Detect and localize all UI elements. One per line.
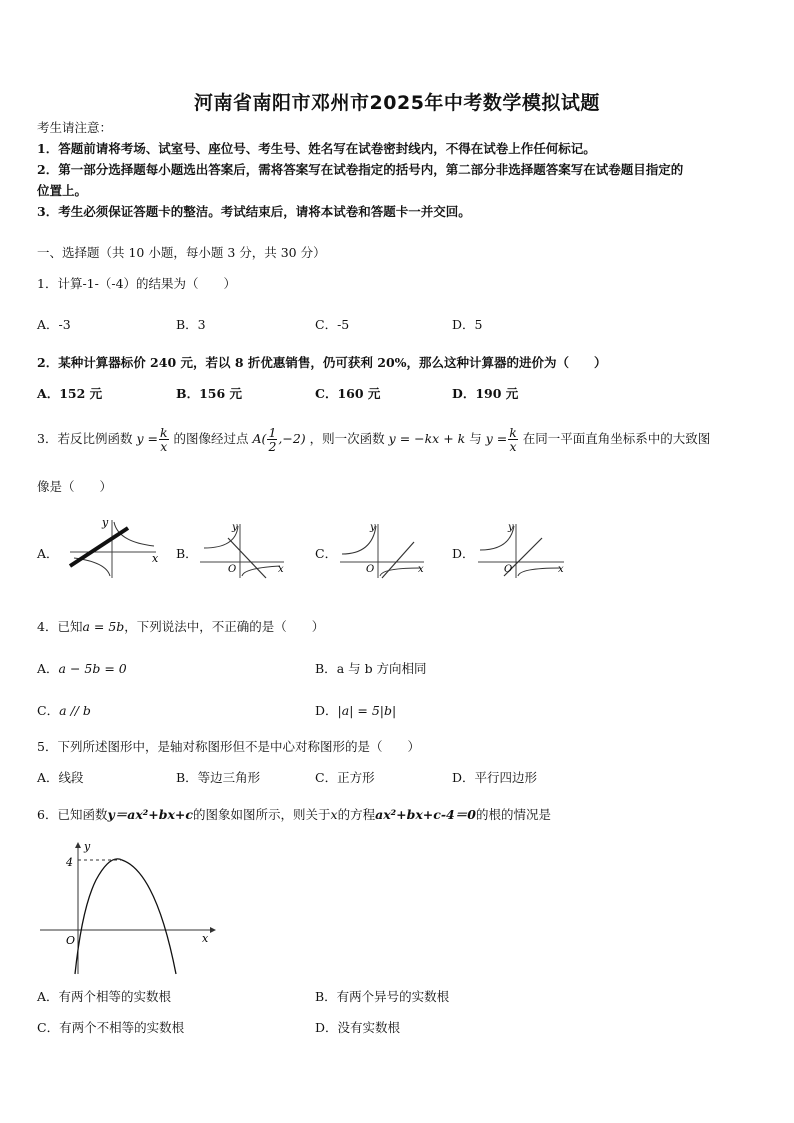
- q2-option-d[interactable]: D．190 元: [452, 386, 519, 401]
- q3-graph-a-line: [70, 528, 128, 566]
- q3-frac-x-2: x: [509, 439, 517, 454]
- q6-option-a[interactable]: A．有两个相等的实数根: [37, 989, 172, 1004]
- q6-y-label: y: [84, 840, 91, 853]
- q3-fraction-half: [267, 426, 277, 453]
- q3-text-4: 与: [469, 431, 482, 446]
- q2-option-c[interactable]: C．160 元: [315, 386, 381, 401]
- q3-text-2: 的图像经过点: [173, 431, 249, 446]
- section-heading: 一、选择题（共 10 小题，每小题 3 分，共 30 分）: [37, 245, 326, 260]
- q3-graph-d-origin: O: [504, 564, 513, 575]
- q3-frac-one: 1: [268, 425, 277, 440]
- q4-option-c[interactable]: [37, 703, 91, 719]
- q6-stem-pre: 6．已知函数: [37, 807, 108, 822]
- notice-heading: 考生请注意：: [37, 120, 113, 135]
- q6-parabola-graph: [38, 838, 218, 976]
- q6-stem-post: 的根的情况是: [475, 807, 551, 822]
- q3-point-a: A(: [252, 431, 267, 446]
- q3-text-5: 在同一平面直角坐标系中的大致图: [522, 431, 711, 446]
- q3-graph-c-x-label: x: [418, 564, 424, 575]
- q4-option-a[interactable]: [37, 661, 127, 677]
- q3-frac-k-2: k: [509, 425, 517, 440]
- q3-fraction-k-x: [159, 426, 169, 453]
- q6-variable: x: [330, 807, 338, 822]
- q3-graph-b-origin: O: [228, 564, 237, 575]
- q3-y-eq: y =: [136, 431, 158, 446]
- q5-option-c[interactable]: C．正方形: [315, 770, 375, 785]
- q3-frac-k: k: [159, 425, 168, 440]
- q3-text-1: 3．若反比例函数: [37, 431, 133, 446]
- q4-option-a-label: A．: [37, 661, 59, 676]
- q4-option-b-text: a 与 b 方向相同: [336, 661, 427, 676]
- q3-point-rest: ,−2): [278, 431, 306, 446]
- q3-option-c[interactable]: C．: [315, 546, 338, 561]
- q1-stem: 1．计算-1-（-4）的结果为（ ）: [37, 276, 237, 291]
- q2-option-b[interactable]: B．156 元: [176, 386, 243, 401]
- q6-y-axis-arrow: [75, 842, 81, 848]
- q3-frac-x: x: [160, 439, 168, 454]
- q5-stem: 5．下列所述图形中，是轴对称图形但不是中心对称图形的是（ ）: [37, 739, 420, 754]
- q6-stem: [37, 807, 551, 823]
- q3-graph-a-y-label: y: [102, 516, 109, 529]
- q3-stem: [37, 424, 710, 456]
- q4-stem: [37, 619, 324, 635]
- q4-stem-expr: a = 5b: [82, 619, 125, 634]
- q5-option-d[interactable]: D．平行四边形: [452, 770, 538, 785]
- notice-item-2-cont: 位置上。: [37, 183, 88, 198]
- q1-option-c[interactable]: C．-5: [315, 317, 350, 332]
- q4-stem-post: ，下列说法中，不正确的是（ ）: [124, 619, 325, 634]
- q3-graph-b-x-label: x: [278, 564, 284, 575]
- q4-stem-pre: 4．已知: [37, 619, 83, 634]
- q6-function: y＝ax²+bx+c: [107, 807, 193, 822]
- q6-x-label: x: [202, 932, 209, 945]
- q3-graph-a[interactable]: [64, 514, 164, 582]
- q5-option-b[interactable]: B．等边三角形: [176, 770, 261, 785]
- q3-graph-b-y-label: y: [232, 522, 238, 533]
- q3-graph-d-x-label: x: [558, 564, 564, 575]
- q3-graph-a-x-label: x: [152, 552, 159, 565]
- q1-option-d[interactable]: D．5: [452, 317, 483, 332]
- q6-max-label: 4: [66, 856, 73, 869]
- q6-x-axis-arrow: [210, 927, 216, 933]
- q3-graph-d[interactable]: [476, 518, 570, 580]
- q3-graph-c-y-label: y: [370, 522, 376, 533]
- q3-graph-c-origin: O: [366, 564, 375, 575]
- q6-origin-label: O: [66, 934, 76, 947]
- q2-stem: 2．某种计算器标价 240 元，若以 8 折优惠销售，仍可获利 20%，那么这种计算器的进价为（ ）: [37, 355, 607, 370]
- q6-stem-mid2: 的方程: [337, 807, 376, 822]
- q4-option-b-label: B．: [315, 661, 337, 676]
- notice-item-3: 3．考生必须保证答题卡的整洁。考试结束后，请将本试卷和答题卡一并交回。: [37, 204, 471, 219]
- q3-text-3: ，则一次函数: [309, 431, 385, 446]
- q3-y-eq-2: y =: [485, 431, 508, 446]
- q3-graph-c[interactable]: [338, 518, 430, 580]
- q6-stem-mid: 的图象如图所示，则关于: [193, 807, 331, 822]
- q1-option-a[interactable]: A．-3: [37, 317, 71, 332]
- q3-graph-b[interactable]: [198, 518, 290, 580]
- q4-option-d-label: D．: [315, 703, 338, 718]
- q6-option-c[interactable]: C．有两个不相等的实数根: [37, 1020, 185, 1035]
- q6-equation: ax²+bx+c-4＝0: [375, 807, 476, 822]
- page-title: 河南省南阳市邓州市2025年中考数学模拟试题: [194, 92, 600, 114]
- q4-option-d[interactable]: [315, 703, 396, 719]
- q3-graph-c-hyperbola-2: [380, 568, 420, 576]
- q4-option-b[interactable]: [315, 661, 427, 677]
- q3-linear: y = −kx + k: [388, 431, 466, 446]
- notice-item-1: 1．答题前请将考场、试室号、座位号、考生号、姓名写在试卷密封线内，不得在试卷上作任何标记。: [37, 141, 596, 156]
- q4-option-c-text: a // b: [59, 703, 91, 718]
- q1-option-b[interactable]: B．3: [176, 317, 206, 332]
- q3-option-d[interactable]: D．: [452, 546, 475, 561]
- q6-option-b[interactable]: B．有两个异号的实数根: [315, 989, 450, 1004]
- q3-graph-d-hyperbola-2: [518, 568, 560, 576]
- q3-frac-two: 2: [268, 439, 277, 454]
- q3-graph-d-y-label: y: [508, 522, 514, 533]
- q3-option-b[interactable]: B．: [176, 546, 198, 561]
- q6-parabola-curve: [75, 859, 176, 974]
- q5-option-a[interactable]: A．线段: [37, 770, 84, 785]
- notice-item-2: 2．第一部分选择题每小题选出答案后，需将答案写在试卷指定的括号内，第二部分非选择题答案写在试卷题目指定的: [37, 162, 684, 177]
- q3-fraction-k-x-2: [508, 426, 518, 453]
- q6-option-d[interactable]: D．没有实数根: [315, 1020, 401, 1035]
- q4-option-c-label: C．: [37, 703, 60, 718]
- q3-graph-b-hyperbola-2: [242, 566, 280, 576]
- q3-graph-c-line: [382, 542, 414, 578]
- q2-option-a[interactable]: A．152 元: [37, 386, 103, 401]
- q4-option-a-text: a − 5b = 0: [58, 661, 127, 676]
- q3-text-6: 像是（ ）: [37, 479, 113, 494]
- q4-option-d-text: |a| = 5|b|: [337, 703, 397, 718]
- q3-option-a[interactable]: A．: [37, 546, 59, 561]
